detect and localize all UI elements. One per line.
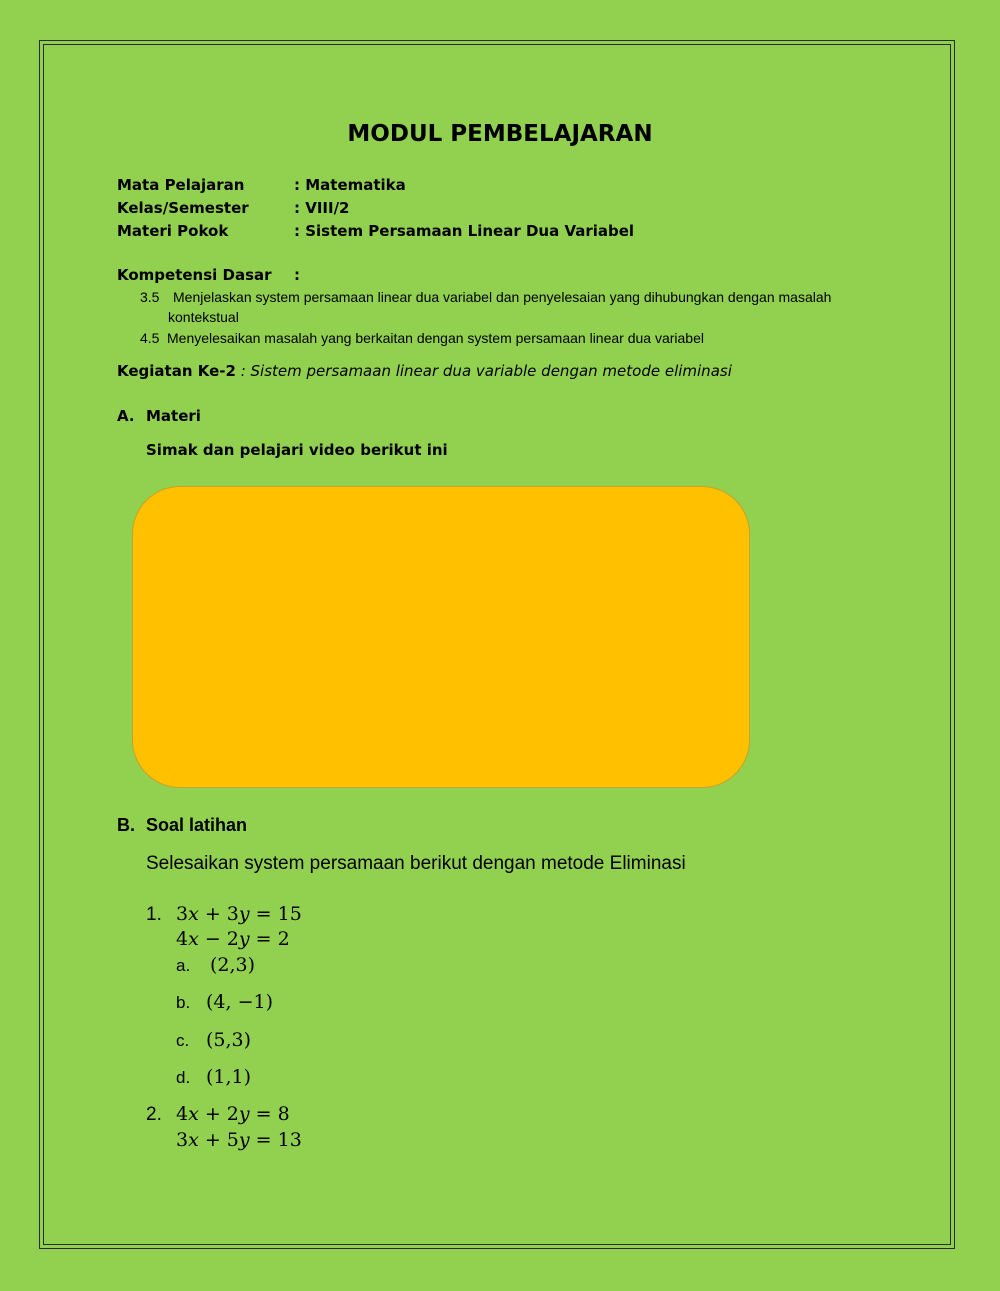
kd-item-text: Menyelesaikan masalah yang berkaitan dengan system persamaan linear dua variabel xyxy=(167,330,704,346)
info-label-class: Kelas/Semester xyxy=(117,199,249,217)
video-placeholder[interactable] xyxy=(132,486,750,788)
info-value-subject: : Matematika xyxy=(294,176,406,194)
section-b-title: Soal latihan xyxy=(146,815,248,835)
option-d[interactable]: (1,1) xyxy=(206,1066,252,1088)
info-label-topic: Materi Pokok xyxy=(117,222,229,240)
info-value-class: : VIII/2 xyxy=(294,199,350,217)
info-value-topic: : Sistem Persamaan Linear Dua Variabel xyxy=(294,222,635,240)
option-letter-a: a. xyxy=(176,956,191,975)
kd-item-number: 4.5 xyxy=(140,330,160,346)
question-equation: 3𝑥 + 5𝑦 = 13 xyxy=(176,1129,302,1151)
info-label-subject: Mata Pelajaran xyxy=(117,176,245,194)
activity-text: : Sistem persamaan linear dua variable dengan metode eliminasi xyxy=(235,362,732,380)
option-letter-b: b. xyxy=(176,993,191,1012)
option-letter-c: c. xyxy=(176,1031,190,1050)
section-a-letter: A. xyxy=(117,407,135,425)
section-a-instruction: Simak dan pelajari video berikut ini xyxy=(146,441,448,459)
option-b[interactable]: (4, −1) xyxy=(206,991,274,1013)
kd-label: Kompetensi Dasar xyxy=(117,266,272,284)
question-number: 2. xyxy=(146,1104,162,1125)
question-equation: 4𝑥 + 2𝑦 = 8 xyxy=(176,1103,290,1125)
section-b-instruction: Selesaikan system persamaan berikut dengan metode Eliminasi xyxy=(146,853,686,874)
kd-item-text-continued: kontekstual xyxy=(168,309,239,325)
section-b-letter: B. xyxy=(117,815,135,835)
activity-label: Kegiatan Ke-2 xyxy=(117,362,236,380)
kd-item-text: Menjelaskan system persamaan linear dua variabel dan penyelesaian yang dihubungkan dengan masalah xyxy=(173,289,832,305)
kd-item-number: 3.5 xyxy=(140,289,160,305)
question-number: 1. xyxy=(146,904,162,925)
activity-line xyxy=(117,361,732,380)
question-equation: 4𝑥 − 2𝑦 = 2 xyxy=(176,928,290,950)
page-title: MODUL PEMBELAJARAN xyxy=(347,121,653,147)
question-equation: 3𝑥 + 3𝑦 = 15 xyxy=(176,903,302,925)
option-letter-d: d. xyxy=(176,1068,191,1087)
section-a-title: Materi xyxy=(146,407,201,425)
kd-colon: : xyxy=(294,266,300,284)
option-c[interactable]: (5,3) xyxy=(206,1029,252,1051)
option-a[interactable]: (2,3) xyxy=(210,954,256,976)
